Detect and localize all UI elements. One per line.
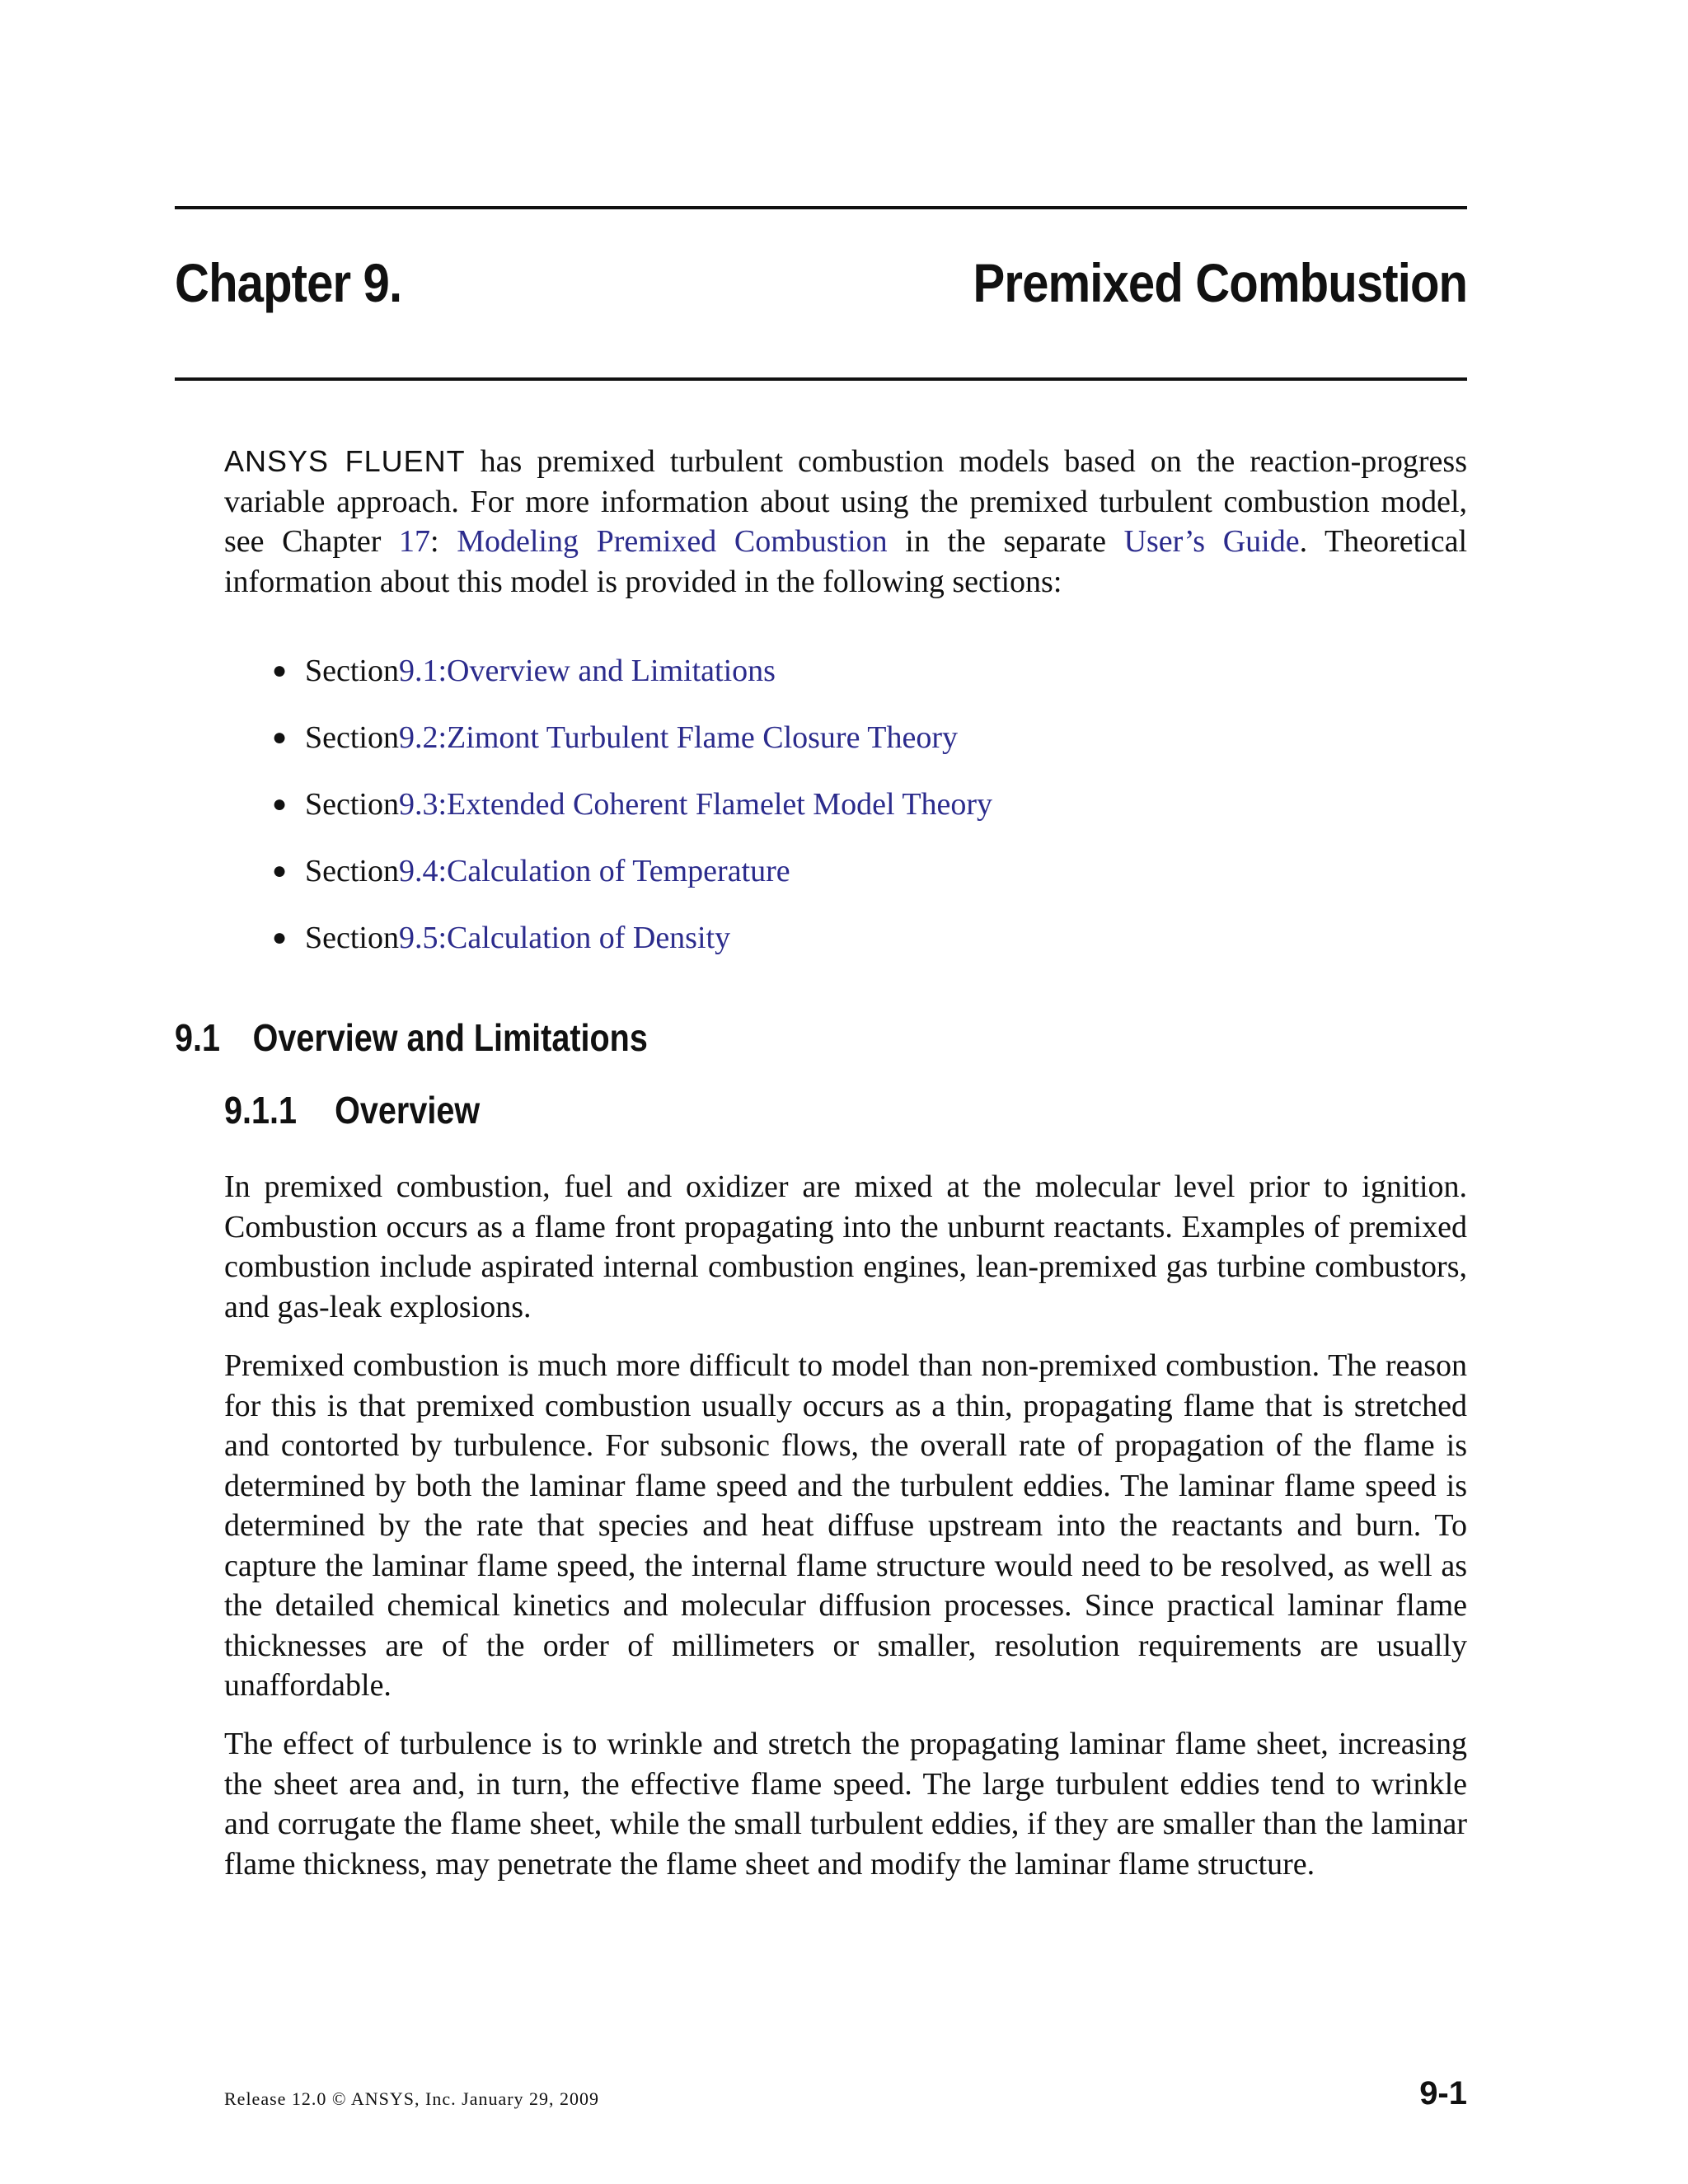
bullet-icon: ●	[272, 857, 288, 884]
section-heading	[175, 1015, 648, 1060]
body-paragraph: The effect of turbulence is to wrinkle and stretch the propagating laminar flame sheet, increasing the sheet area and, in turn, the effective flame speed. The large turbulent eddies tend to wrinkle and corrugate the flame sheet, while the small turbulent eddies, if they are smaller than the laminar flame thickness, may penetrate the flame sheet and modify the laminar flame structure.	[224, 1727, 1467, 1882]
release-footer: Release 12.0 © ANSYS, Inc. January 29, 2009	[224, 2088, 600, 2109]
product-name: ANSYS FLUENT	[224, 444, 466, 478]
body-paragraph: Premixed combustion is much more difficult to model than non-premixed combustion. The reason for this is that premixed combustion usually occurs as a thin, propagating flame that is stretched and contorted by turbulence. For subsonic flows, the overall rate of propagation of the flame is determined by both the laminar flame speed and the turbulent eddies. The laminar flame speed is determined by the rate that species and heat diffuse upstream into the reactants and burn. To capture the laminar flame speed, the internal flame structure would need to be resolved, as well as the detailed chemical kinetics and molecular diffusion processes. Since practical laminar flame thicknesses are of the order of millimeters or smaller, resolution requirements are usually unaffordable.	[224, 1348, 1467, 1703]
section-number-link[interactable]: 9.1	[398, 654, 438, 688]
chapter-label: Chapter 9.	[175, 252, 402, 313]
bullet-icon: ●	[272, 724, 288, 751]
chapter-heading	[175, 251, 1467, 314]
bullet-icon: ●	[272, 657, 288, 684]
section-number-link[interactable]: 9.4	[398, 854, 438, 888]
bullet-icon: ●	[272, 790, 288, 818]
subsection-title: Overview	[335, 1089, 481, 1132]
subsection-heading	[224, 1088, 480, 1132]
chapter-ref-link[interactable]: 17	[399, 524, 431, 559]
chapter-title: Premixed Combustion	[973, 252, 1468, 313]
section-number: 9.1	[175, 1016, 220, 1059]
section-number-link[interactable]: 9.3	[398, 787, 438, 822]
page-number: 9-1	[1419, 2075, 1467, 2111]
section-list	[272, 651, 992, 985]
section-title-link[interactable]: Extended Coherent Flamelet Model Theory	[447, 787, 993, 822]
list-item: ● Section 9.1 : Overview and Limitations	[272, 651, 992, 718]
header-bottom-rule	[175, 377, 1467, 381]
section-number-link[interactable]: 9.2	[398, 720, 438, 755]
body-paragraph: In premixed combustion, fuel and oxidizer are mixed at the molecular level prior to ignition. Combustion occurs as a flame front propagating into the unburnt reactants. Examples of premixed combustion include aspirated internal combustion engines, lean-premixed gas turbine combustors, and gas-leak explosions.	[224, 1169, 1467, 1324]
list-item: ● Section 9.4 : Calculation of Temperature	[272, 851, 992, 918]
users-guide-link[interactable]: User’s Guide	[1123, 524, 1300, 559]
section-title-link[interactable]: Overview and Limitations	[447, 654, 776, 688]
section-number-link[interactable]: 9.5	[398, 921, 438, 955]
chapter-title-link[interactable]: Modeling Premixed Combustion	[457, 524, 888, 559]
section-title-link[interactable]: Calculation of Temperature	[447, 854, 790, 888]
header-top-rule	[175, 206, 1467, 209]
section-title-link[interactable]: Calculation of Density	[447, 921, 731, 955]
intro-paragraph: ANSYS FLUENT has premixed turbulent combustion models based on the reaction-progress variable approach. For more information about using the premixed turbulent combustion model, see Chapter 17: Modeling Premixed Combustion in the separate User’s Guide. Theoretical information about this model is provided in the following sections:	[224, 444, 1468, 599]
subsection-number: 9.1.1	[224, 1089, 297, 1132]
list-item: ● Section 9.5 : Calculation of Density	[272, 918, 992, 985]
list-item: ● Section 9.2 : Zimont Turbulent Flame Closure Theory	[272, 718, 992, 785]
section-title-link[interactable]: Zimont Turbulent Flame Closure Theory	[447, 720, 958, 755]
section-title: Overview and Limitations	[252, 1016, 648, 1059]
bullet-icon: ●	[272, 924, 288, 951]
list-item: ● Section 9.3 : Extended Coherent Flamelet Model Theory	[272, 785, 992, 851]
